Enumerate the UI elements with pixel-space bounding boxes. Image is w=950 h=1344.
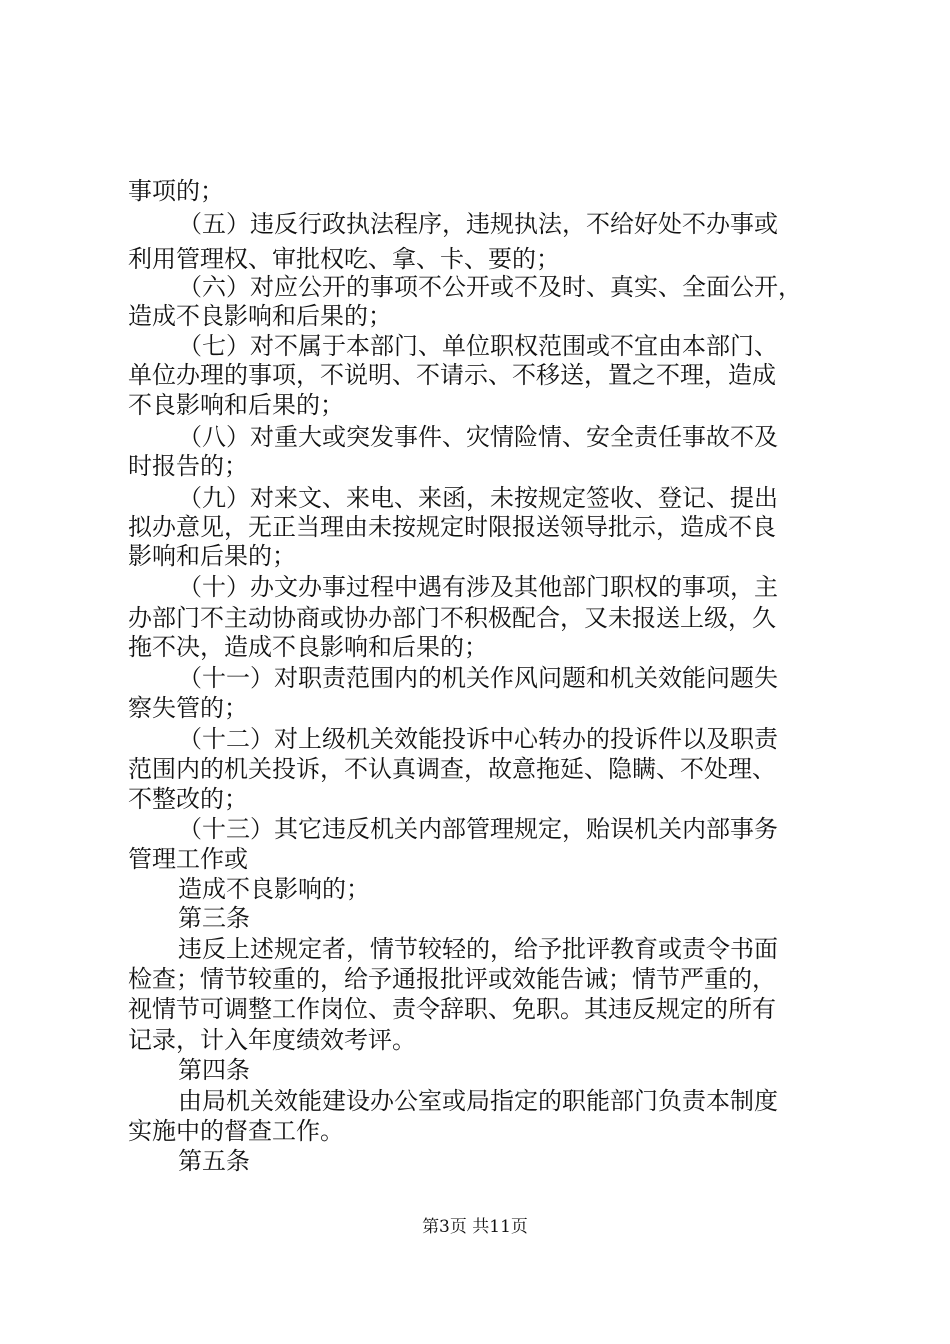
text-line: 察失管的； [128,694,248,722]
text-line: 造成不良影响的； [178,875,370,903]
text-line: 不整改的； [128,785,248,813]
text-line: 造成不良影响和后果的； [128,302,392,330]
text-line: 由局机关效能建设办公室或局指定的职能部门负责本制度 [178,1087,778,1115]
text-line: 拖不决，造成不良影响和后果的； [128,633,488,661]
text-line: （六）对应公开的事项不公开或不及时、真实、全面公开， [178,273,802,301]
text-line: （五）违反行政执法程序，违规执法，不给好处不办事或 [178,210,778,238]
text-line: 事项的； [128,177,224,205]
text-line: （八）对重大或突发事件、灾情险情、安全责任事故不及 [178,423,778,451]
text-line: 不良影响和后果的； [128,391,344,419]
text-line: 视情节可调整工作岗位、责令辞职、免职。其违反规定的所有 [128,995,776,1023]
text-line: （十二）对上级机关效能投诉中心转办的投诉件以及职责 [178,725,778,753]
text-line: 管理工作或 [128,845,248,873]
text-line: 影响和后果的； [128,542,296,570]
text-line: 记录，计入年度绩效考评。 [128,1026,416,1054]
text-line: （十）办文办事过程中遇有涉及其他部门职权的事项，主 [178,573,778,601]
section-heading: 第五条 [178,1147,250,1175]
section-heading: 第四条 [178,1056,250,1084]
text-line: 拟办意见，无正当理由未按规定时限报送领导批示，造成不良 [128,513,776,541]
text-line: 范围内的机关投诉，不认真调查，故意拖延、隐瞒、不处理、 [128,755,776,783]
text-line: （七）对不属于本部门、单位职权范围或不宜由本部门、 [178,332,778,360]
text-line: （十三）其它违反机关内部管理规定，贻误机关内部事务 [178,815,778,843]
text-line: （十一）对职责范围内的机关作风问题和机关效能问题失 [178,664,778,692]
text-line: 利用管理权、审批权吃、拿、卡、要的； [128,245,560,273]
text-line: 检查；情节较重的，给予通报批评或效能告诫；情节严重的， [128,965,776,993]
text-line: 办部门不主动协商或协办部门不积极配合，又未报送上级，久 [128,604,776,632]
page-number-footer: 第3页 共11页 [422,1217,528,1237]
section-heading: 第三条 [178,904,250,932]
text-line: 单位办理的事项，不说明、不请示、不移送，置之不理，造成 [128,361,776,389]
text-line: （九）对来文、来电、来函，未按规定签收、登记、提出 [178,484,778,512]
text-line: 违反上述规定者，情节较轻的，给予批评教育或责令书面 [178,935,778,963]
text-line: 实施中的督查工作。 [128,1117,344,1145]
text-line: 时报告的； [128,452,248,480]
